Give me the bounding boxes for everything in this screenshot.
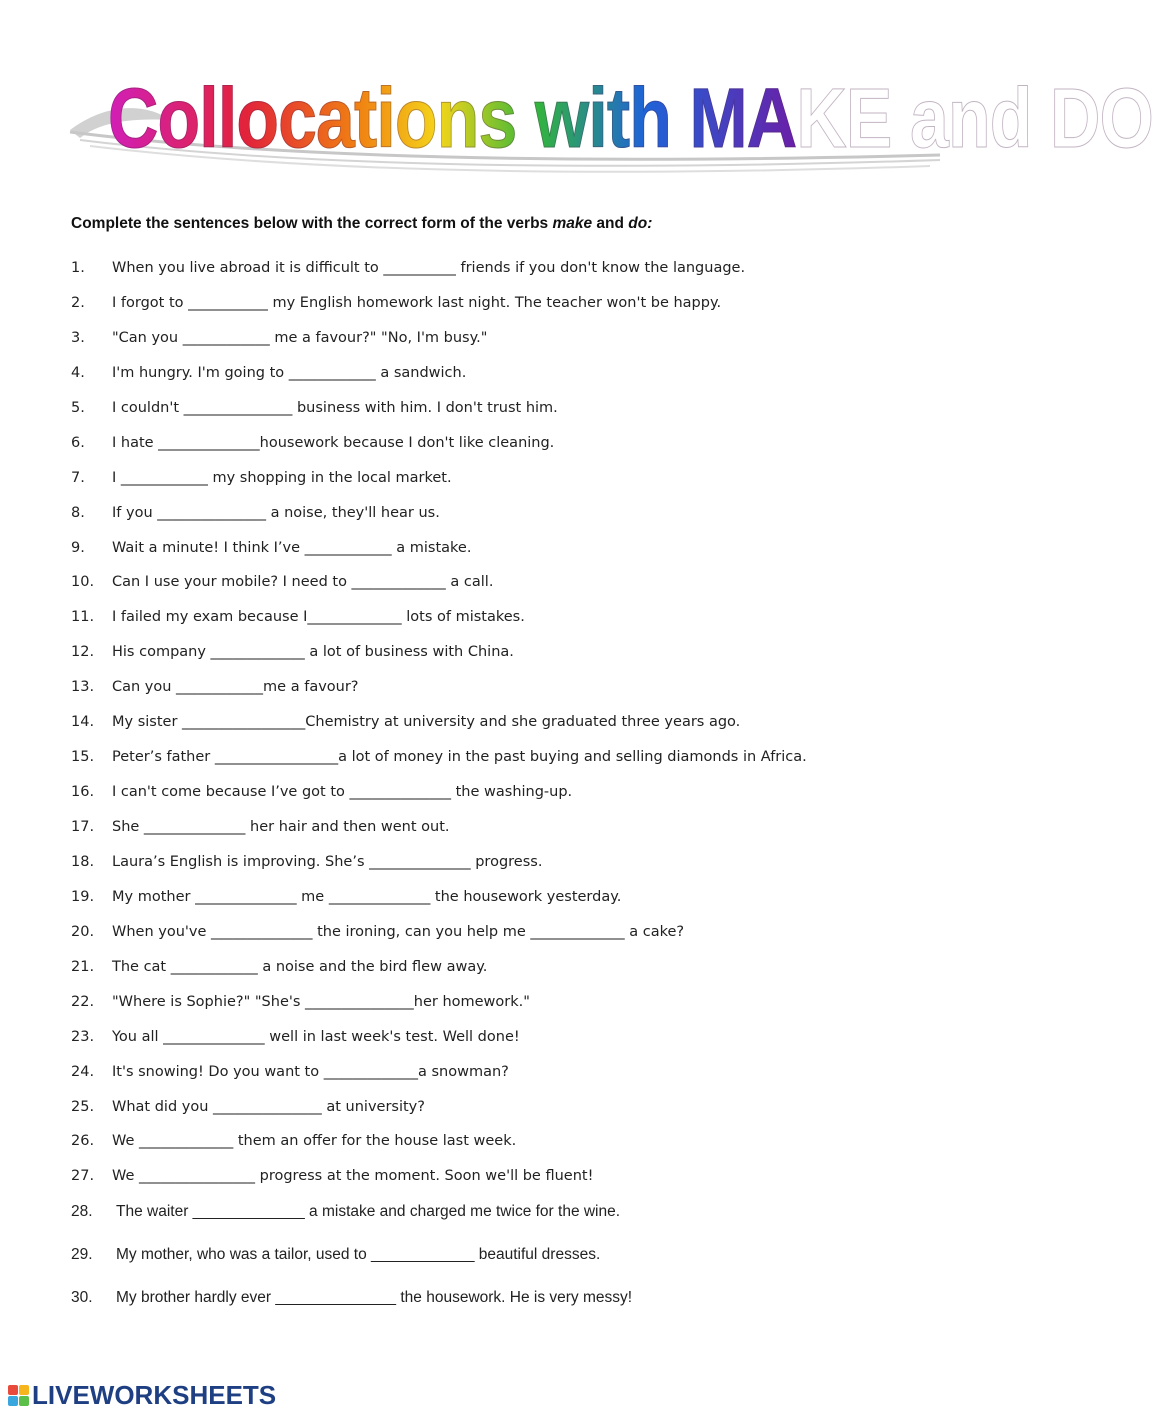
question-text: My brother hardly ever ______________ the housework. He is very messy! [116,1289,633,1306]
question-text: We ________________ progress at the moment. Soon we'll be fluent! [112,1168,594,1184]
liveworksheets-logo-icon [8,1385,29,1406]
question-text: Laura’s English is improving. She’s ______________ progress. [112,854,543,870]
question-text: Wait a minute! I think I’ve ____________ a mistake. [112,540,472,556]
question-text: "Where is Sophie?" "She's _______________her homework." [112,994,530,1010]
question-number: 3. [71,330,85,346]
question-text: Peter’s father _________________a lot of money in the past buying and selling diamonds in Africa. [112,749,807,765]
instructions-verb2: do: [628,215,653,232]
question-text: I'm hungry. I'm going to ____________ a sandwich. [112,365,467,381]
question-text: His company _____________ a lot of business with China. [112,644,514,660]
instructions-before: Complete the sentences below with the correct form of the verbs [71,215,553,232]
question-text: She ______________ her hair and then went out. [112,819,450,835]
question-text: I can't come because I’ve got to ______________ the washing-up. [112,784,573,800]
question-number: 10. [71,574,95,590]
footer-brand: LIVEWORKSHEETS [32,1379,277,1410]
question-text: I failed my exam because I_____________ lots of mistakes. [112,609,525,625]
question-number: 4. [71,365,85,381]
question-number: 8. [71,505,85,521]
question-number: 23. [71,1029,95,1045]
question-text: We _____________ them an offer for the house last week. [112,1133,517,1149]
question-number: 6. [71,435,85,451]
question-number: 24. [71,1064,95,1080]
question-text: I forgot to ___________ my English homework last night. The teacher won't be happy. [112,295,722,311]
question-text: I hate ______________housework because I don't like cleaning. [112,435,555,451]
question-number: 2. [71,295,85,311]
question-number: 30. [71,1289,93,1306]
question-number: 17. [71,819,95,835]
footer-logo[interactable] [8,1380,276,1410]
question-text: Can you ____________me a favour? [112,679,359,695]
question-number: 11. [71,609,95,625]
instructions-verb1: make [552,215,593,232]
instructions-middle: and [592,215,629,232]
question-text: It's snowing! Do you want to _____________a snowman? [112,1064,509,1080]
question-number: 29. [71,1246,93,1263]
page-title: Collocations with MAKE and DO [108,68,797,168]
question-number: 27. [71,1168,95,1184]
question-number: 25. [71,1099,95,1115]
logo-square-green [19,1396,29,1406]
logo-square-yellow [19,1385,29,1395]
question-number: 16. [71,784,95,800]
question-text: The cat ____________ a noise and the bird flew away. [112,959,488,975]
question-text: When you've ______________ the ironing, can you help me _____________ a cake? [112,924,685,940]
instructions [71,215,652,233]
question-text: I couldn't _______________ business with him. I don't trust him. [112,400,558,416]
question-number: 22. [71,994,95,1010]
question-number: 12. [71,644,95,660]
question-number: 28. [71,1203,93,1220]
question-number: 9. [71,540,85,556]
question-text: My mother, who was a tailor, used to ____________ beautiful dresses. [116,1246,601,1263]
title-banner [70,60,1153,180]
question-text: Can I use your mobile? I need to _____________ a call. [112,574,494,590]
question-number: 26. [71,1133,95,1149]
question-text: "Can you ____________ me a favour?" "No, I'm busy." [112,330,488,346]
question-number: 1. [71,260,85,276]
logo-square-red [8,1385,18,1395]
question-text: When you live abroad it is difficult to __________ friends if you don't know the language. [112,260,746,276]
question-number: 14. [71,714,95,730]
question-text: What did you _______________ at university? [112,1099,425,1115]
question-number: 19. [71,889,95,905]
question-text: If you _______________ a noise, they'll hear us. [112,505,440,521]
question-text: You all ______________ well in last week's test. Well done! [112,1029,520,1045]
question-text: I ____________ my shopping in the local market. [112,470,452,486]
question-number: 13. [71,679,95,695]
question-text: My mother ______________ me ______________ the housework yesterday. [112,889,622,905]
question-number: 7. [71,470,85,486]
logo-square-blue [8,1396,18,1406]
question-number: 21. [71,959,95,975]
question-number: 15. [71,749,95,765]
question-number: 18. [71,854,95,870]
question-text: The waiter _____________ a mistake and charged me twice for the wine. [116,1203,621,1220]
question-number: 5. [71,400,85,416]
question-number: 20. [71,924,95,940]
question-text: My sister _________________Chemistry at university and she graduated three years ago. [112,714,741,730]
